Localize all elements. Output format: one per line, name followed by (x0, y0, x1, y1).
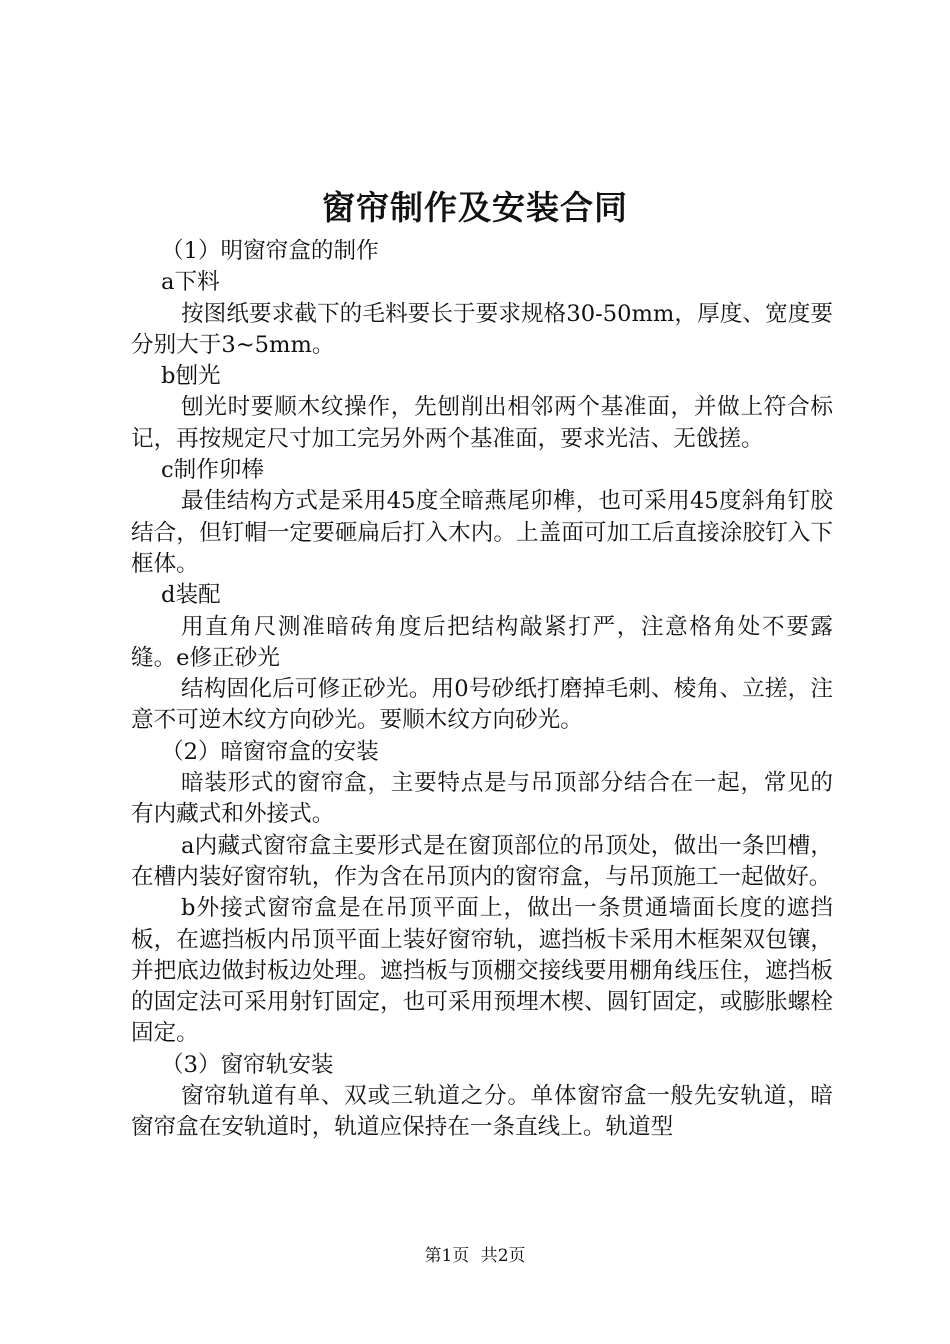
section-heading-3: （3）窗帘轨安装 (161, 1051, 334, 1078)
subheading-d: d装配 (161, 582, 221, 609)
subheading-a: a下料 (161, 269, 220, 296)
paragraph: 按图纸要求截下的毛料要长于要求规格30-50mm，厚度、宽度要分别大于3~5mm。 (131, 300, 833, 358)
section-heading-1: （1）明窗帘盒的制作 (161, 238, 379, 264)
paragraph: 用直角尺测准暗砖角度后把结构敲紧打严，注意格角处不要露缝。e修正砂光 (131, 613, 833, 671)
document-body (131, 236, 833, 1144)
document-title: 窗帘制作及安装合同 (322, 188, 628, 227)
paragraph: 窗帘轨道有单、双或三轨道之分。单体窗帘盒一般先安轨道，暗窗帘盒在安轨道时，轨道应保持在一条直线上。轨道型 (131, 1083, 833, 1141)
section-heading-2: （2）暗窗帘盒的安装 (161, 738, 379, 765)
paragraph: 刨光时要顺木纹操作，先刨削出相邻两个基准面，并做上符合标记，再按规定尺寸加工完另外两个基准面，要求光洁、无戗搓。 (131, 394, 833, 452)
paragraph: b外接式窗帘盒是在吊顶平面上，做出一条贯通墙面长度的遮挡板，在遮挡板内吊顶平面上装好窗帘轨，遮挡板卡采用木框架双包镶，并把底边做封板边处理。遮挡板与顶棚交接线要用棚角线压住，遮挡板的固定法可采用射钉固定，也可采用预埋木楔、圆钉固定，或膨胀螺栓固定。 (131, 895, 833, 1047)
subheading-b: b刨光 (161, 363, 221, 390)
subheading-c: c制作卯棒 (161, 457, 265, 484)
page-footer (0, 1244, 950, 1268)
page-number: 第1页 (424, 1246, 470, 1266)
page-total: 共2页 (480, 1246, 526, 1266)
paragraph: 暗装形式的窗帘盒，主要特点是与吊顶部分结合在一起，常见的有内藏式和外接式。 (131, 770, 833, 828)
paragraph: 结构固化后可修正砂光。用0号砂纸打磨掉毛刺、棱角、立搓，注意不可逆木纹方向砂光。要顺木纹方向砂光。 (131, 676, 833, 734)
paragraph: 最佳结构方式是采用45度全暗燕尾卯榫，也可采用45度斜角钉胶结合，但钉帽一定要砸扁后打入木内。上盖面可加工后直接涂胶钉入下框体。 (131, 488, 833, 577)
paragraph: a内藏式窗帘盒主要形式是在窗顶部位的吊顶处，做出一条凹槽，在槽内装好窗帘轨，作为含在吊顶内的窗帘盒，与吊顶施工一起做好。 (131, 832, 833, 890)
